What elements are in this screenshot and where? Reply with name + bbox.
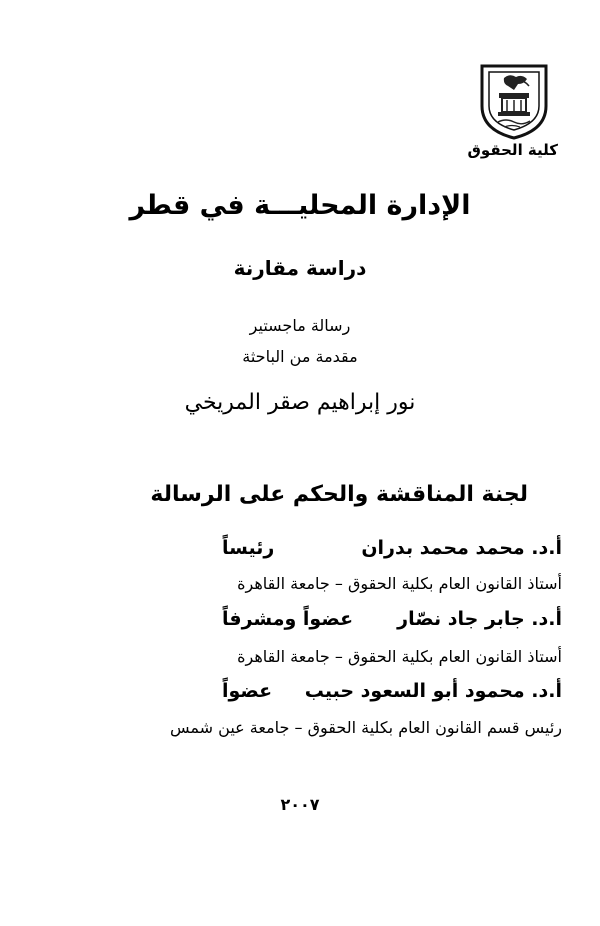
member-name: أ.د. محمود أبو السعود حبيب xyxy=(304,680,562,702)
member-name: أ.د. جابر جاد نصّار xyxy=(397,608,562,630)
year: ٢٠٠٧ xyxy=(280,795,320,814)
member-affiliation: أستاذ القانون العام بكلية الحقوق – جامعة القاهرة xyxy=(237,574,562,593)
member-affiliation: رئيس قسم القانون العام بكلية الحقوق – جامعة عين شمس xyxy=(170,718,562,737)
committee-heading: لجنة المناقشة والحكم على الرسالة xyxy=(150,482,528,507)
presented-by: مقدمة من الباحثة xyxy=(242,347,358,366)
thesis-type: رسالة ماجستير xyxy=(249,316,351,335)
thesis-subtitle: دراسة مقارنة xyxy=(233,256,367,280)
faculty-name: كلية الحقوق xyxy=(467,141,558,159)
member-name: أ.د. محمد محمد بدران xyxy=(361,537,562,559)
author-name: نور إبراهيم صقر المريخي xyxy=(184,390,416,415)
member-role: رئيساً xyxy=(222,537,275,559)
member-affiliation: أستاذ القانون العام بكلية الحقوق – جامعة القاهرة xyxy=(237,647,562,666)
university-logo xyxy=(474,60,554,140)
member-role: عضواً xyxy=(222,680,273,702)
thesis-title: الإدارة المحليـــة في قطر xyxy=(129,190,471,221)
member-role: عضواً ومشرفاً xyxy=(222,608,354,630)
